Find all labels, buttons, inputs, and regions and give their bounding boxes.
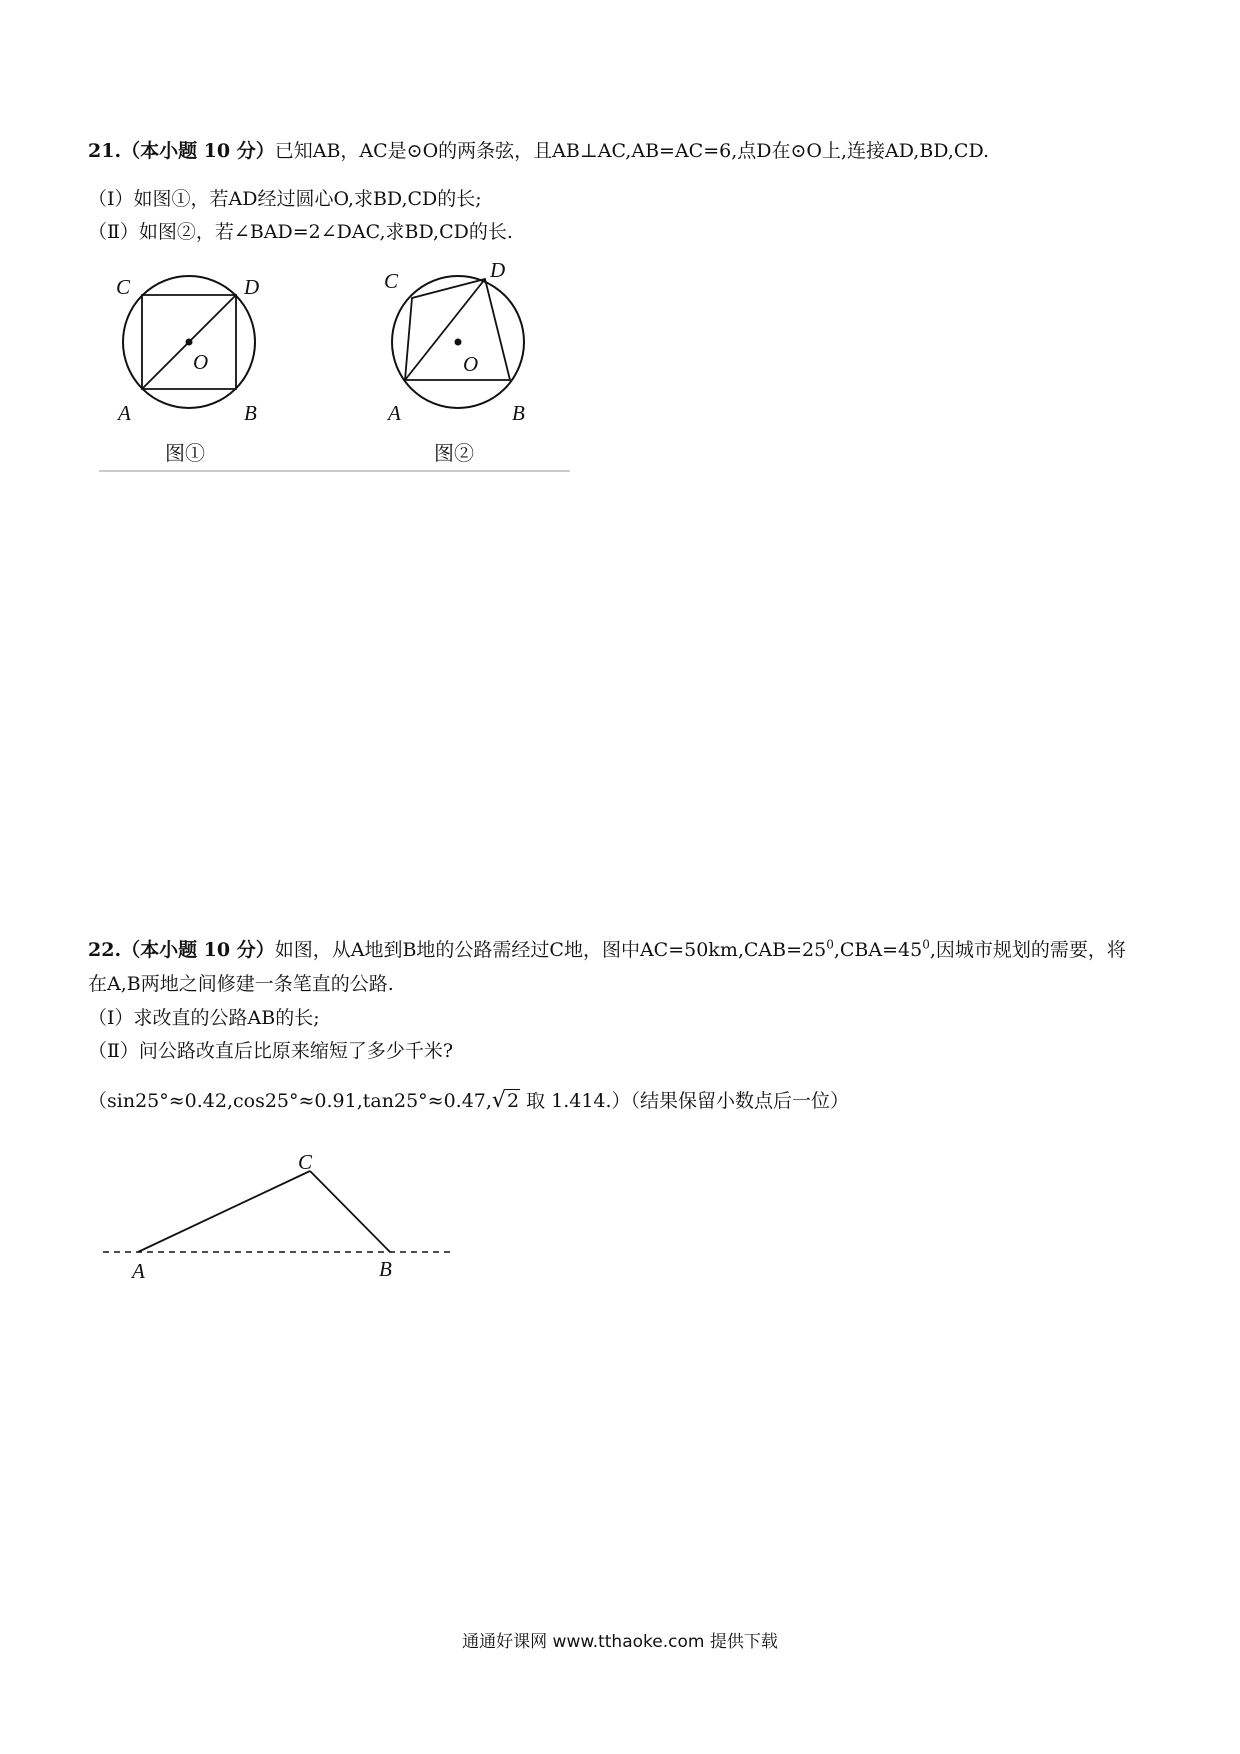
q22-stem-line1	[88, 938, 1126, 962]
q22-stem-line2: 在A,B两地之间修建一条笔直的公路.	[88, 973, 394, 995]
fig1-label-b: B	[244, 401, 257, 425]
fig1-center-dot	[186, 339, 193, 346]
q21-stem-line	[88, 139, 989, 163]
q21-stem: 已知AB，AC是⊙O的两条弦，且AB⊥AC,AB=AC=6,点D在⊙O上,连接AD,BD,CD.	[274, 140, 990, 162]
fig2-label-c: C	[384, 269, 399, 293]
page-footer: 通通好课网 www.tthaoke.com 提供下载	[462, 1632, 778, 1652]
q22-degree-2: 0	[922, 937, 930, 952]
fig2-quadrilateral	[405, 279, 510, 380]
q22-figure	[95, 1150, 475, 1310]
q22-hint-b: 取 1.414.）（结果保留小数点后一位）	[520, 1090, 850, 1112]
fig1-label-o: O	[193, 350, 209, 374]
fig2-label-o: O	[463, 352, 479, 376]
sqrt-two	[492, 1089, 520, 1113]
fig1-caption: 图①	[165, 441, 205, 465]
segment-cb	[310, 1171, 390, 1252]
q22-stem-b: ,CBA=45	[833, 939, 923, 961]
q22-stem-a: 如图，从A地到B地的公路需经过C地，图中AC=50km,CAB=25	[274, 939, 827, 961]
q21-number: 21.	[88, 140, 122, 162]
q21-part2: （Ⅱ）如图②，若∠BAD=2∠DAC,求BD,CD的长.	[88, 221, 513, 243]
q22-part2: （Ⅱ）问公路改直后比原来缩短了多少千米?	[88, 1040, 454, 1062]
fig2-center-dot	[455, 339, 462, 346]
sqrt-argument: 2	[506, 1090, 520, 1112]
sqrt-sign-icon: √	[491, 1088, 506, 1113]
fig1-label-a: A	[118, 401, 131, 425]
q22-number: 22.	[88, 939, 122, 961]
fig2-label-a: A	[388, 401, 401, 425]
fig2-caption: 图②	[434, 441, 474, 465]
q22-hint	[88, 1089, 849, 1113]
q22-label-a: A	[132, 1259, 145, 1283]
q22-degree-1: 0	[826, 937, 834, 952]
q22-part1: （Ⅰ）求改直的公路AB的长;	[88, 1007, 320, 1029]
fig2-label-b: B	[512, 401, 525, 425]
segment-ac	[138, 1171, 310, 1252]
q22-score: （本小题 10 分）	[121, 939, 275, 961]
q21-score: （本小题 10 分）	[121, 140, 275, 162]
fig1-label-c: C	[116, 275, 131, 299]
q22-label-b: B	[379, 1257, 392, 1281]
fig1-label-d: D	[244, 275, 260, 299]
fig2-label-d: D	[490, 258, 506, 282]
q22-label-c: C	[298, 1150, 313, 1174]
q22-hint-a: （sin25°≈0.42,cos25°≈0.91,tan25°≈0.47,	[88, 1090, 492, 1112]
q22-stem-c: ,因城市规划的需要，将	[929, 939, 1126, 961]
q21-part1: （Ⅰ）如图①，若AD经过圆心O,求BD,CD的长;	[88, 188, 482, 210]
